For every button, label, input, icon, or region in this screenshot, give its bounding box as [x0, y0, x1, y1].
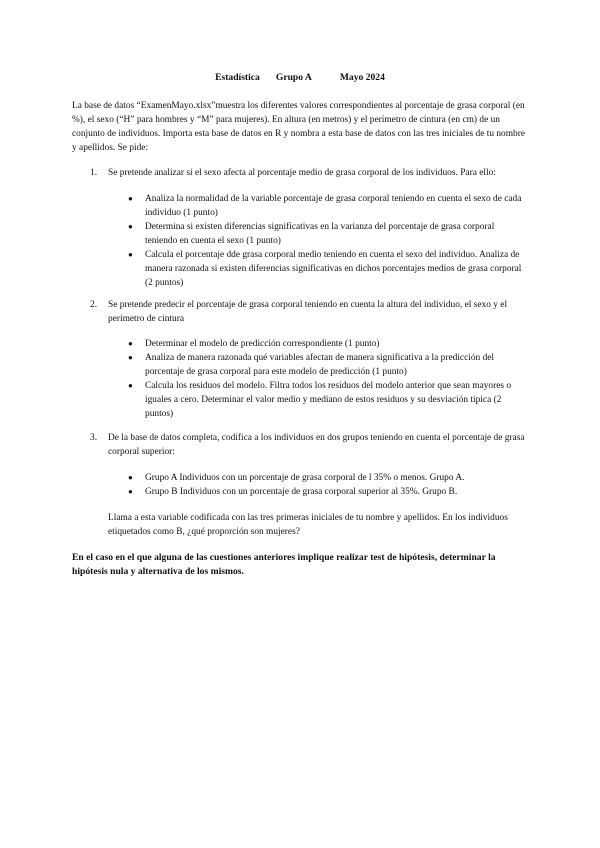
question-3-note: Llama a esta variable codificada con las tres primeras iniciales de tu nombre y apellidos. En los individuos etiquetados como B, ¿qué proporción son mujeres? [108, 513, 508, 537]
list-item: ● Analiza de manera razonada qué variables afectan de manera significativa a la predicción del porcentaje de grasa corporal para este modelo de predicción (1 punto) [128, 353, 495, 377]
closing-instruction: En el caso en el que alguna de las cuestiones anteriores implique realizar test de hipótesis, determinar la hipótesis nula y alternativa de los mismos. [72, 552, 496, 577]
bullet-icon: ● [128, 473, 133, 482]
bullet-icon: ● [128, 381, 133, 390]
question-1-bullets [126, 192, 526, 290]
question-text: Se pretende analizar si el sexo afecta al porcentaje medio de grasa corporal de los individuos. Para ello: [108, 168, 496, 178]
list-item: ● Calcula los residuos del modelo. Filtra todos los residuos del modelo anterior que sean mayores o iguales a cero. Determinar el valor medio y mediano de estos residuos y su desviación típica (2 puntos) [128, 381, 512, 419]
list-item: ● Grupo A Individuos con un porcentaje de grasa corporal de l 35% o menos. Grupo A. [128, 473, 465, 483]
document-header [0, 71, 600, 85]
question-text: Se pretende predecir el porcentaje de grasa corporal teniendo en cuenta la altura del individuo, el sexo y el perímetro de cintura [108, 300, 508, 324]
question-3 [90, 431, 530, 459]
bullet-icon: ● [128, 339, 133, 348]
bullet-icon: ● [128, 250, 133, 259]
header-date: Mayo 2024 [339, 72, 385, 83]
list-item: ● Grupo B Individuos con un porcentaje de grasa corporal superior al 35%. Grupo B. [128, 487, 458, 497]
question-number: 2. [90, 300, 98, 310]
question-number: 1. [90, 168, 98, 178]
header-subject: Estadística [215, 72, 260, 83]
question-text: De la base de datos completa, codifica a los individuos en dos grupos teniendo en cuenta el porcentaje de grasa corporal superior: [108, 433, 525, 457]
question-2 [90, 298, 530, 326]
bullet-icon: ● [128, 487, 133, 496]
list-item: ● Determinar el modelo de predicción correspondiente (1 punto) [128, 339, 380, 349]
intro-paragraph: La base de datos “ExamenMayo.xlsx”muestra los diferentes valores correspondientes al porcentaje de grasa corporal (en %), el sexo (“H” para hombres y “M” para mujeres). En altura (en metros) y el perímetro de cintura (en cm) de un conjunto de individuos. Importa esta base de datos en R y nombra a esta base de datos con las tres iniciales de tu nombre y apellidos. Se pide: [72, 101, 526, 153]
list-item: ● Determina si existen diferencias significativas en la varianza del porcentaje de grasa corporal teniendo en cuenta el sexo (1 punto) [128, 222, 495, 246]
list-item: ● Calcula el porcentaje dde grasa corporal medio teniendo en cuenta el sexo del individuo. Analiza de manera razonada si existen diferencias significativas en dichos porcentajes medios de grasa corporal (2 puntos) [128, 250, 522, 288]
bullet-icon: ● [128, 353, 133, 362]
list-item: ● Analiza la normalidad de la variable porcentaje de grasa corporal teniendo en cuenta el sexo de cada individuo (1 punto) [128, 194, 522, 218]
header-group: Grupo A [275, 72, 312, 83]
question-1 [90, 166, 530, 180]
question-3-bullets [126, 471, 526, 499]
question-number: 3. [90, 433, 98, 443]
bullet-icon: ● [128, 222, 133, 231]
question-2-bullets [126, 337, 526, 421]
bullet-icon: ● [128, 194, 133, 203]
